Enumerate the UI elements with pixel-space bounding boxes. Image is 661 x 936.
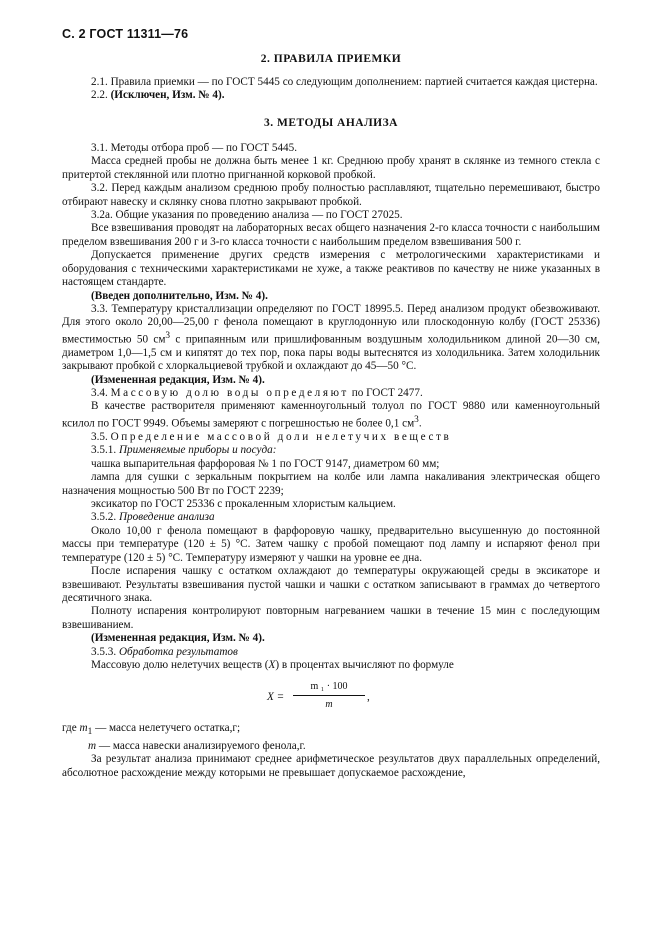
paragraph-3-1-mass: Масса средней пробы не должна быть менее 1 кг. Среднюю пробу хранят в склянке из темного стекла с притертой стеклянной или плотно пригнанной корковой пробкой. [62, 155, 600, 181]
section-3-title: 3. МЕТОДЫ АНАЛИЗА [264, 116, 398, 129]
paragraph-3-5 [62, 431, 600, 444]
legend-m1-sub: 1 [87, 727, 93, 738]
paragraph-3-5-2-heading: Проведение анализа [118, 511, 215, 524]
legend-m1-var: m [79, 722, 88, 735]
legend-m1 [62, 722, 600, 740]
legend-m1-text: — масса нелетучего остатка,г; [92, 722, 241, 735]
equipment-item-3: эксикатор по ГОСТ 25336 с прокаленным хлористым кальцием. [91, 498, 396, 511]
paragraph-3-5-2 [62, 511, 600, 524]
paragraph-3-5-spaced: Определение массовой доли нелетучих веществ [110, 431, 452, 444]
paragraph-3-4-solvent-end: . [418, 417, 422, 430]
paragraph-3-5-2-control: Полноту испарения контролируют повторным нагреванием чашки в течение 15 мин с последующим взвешиванием. [62, 605, 600, 631]
paragraph-2-2-note: (Исключен, Изм. № 4). [110, 89, 225, 102]
paragraph-3-2a: 3.2а. Общие указания по проведению анализа — по ГОСТ 27025. [91, 209, 403, 222]
paragraph-3-5-3 [62, 646, 600, 659]
legend-where: где [62, 722, 80, 735]
note-changed-2: (Измененная редакция, Изм. № 4). [91, 632, 265, 645]
page-header: С. 2 ГОСТ 11311—76 [62, 27, 189, 41]
paragraph-3-5-2-number: 3.5.2. [91, 511, 117, 524]
formula [62, 678, 600, 718]
section-2-title: 2. ПРАВИЛА ПРИЕМКИ [260, 53, 402, 66]
legend-m [62, 740, 600, 753]
paragraph-2-2 [62, 89, 600, 102]
formula-fraction [293, 680, 365, 711]
paragraph-3-5-1-heading: Применяемые приборы и посуда: [118, 444, 277, 457]
formula-lhs: X = [267, 691, 285, 704]
paragraph-3-2: 3.2. Перед каждым анализом среднюю пробу полностью расплавляют, тщательно перемешивают, быстро отбирают навеску и склянку снова плотно закрывают пробкой. [62, 182, 600, 208]
equipment-item-2: лампа для сушки с зеркальным покрытием на колбе или лампа накаливания электрическая общего назначения мощностью 500 Вт по ГОСТ 2239; [62, 471, 600, 497]
paragraph-3-5-1 [62, 444, 600, 457]
paragraph-3-5-2-procedure: Около 10,00 г фенола помещают в фарфоровую чашку, предварительно высушенную до постоянной массы при температуре (120 ± 5) °С. Затем чашку с пробой помещают под лампу и испаряют фенол при температуре (120 ± 5) °С. Температуру измеряют у чашки на уровне ее дна. [62, 524, 600, 564]
paragraph-3-4-spaced: Массовую долю воды определяют [110, 387, 349, 400]
formula-intro-var: X [268, 658, 276, 671]
document-page [62, 28, 600, 780]
paragraph-3-5-2-weighing: После испарения чашку с остатком охлаждают до температуры окружающей среды в эксикаторе и взвешивают. Результаты взвешивания пустой чашки и чашки с остатком записывают в граммах до четвертого десятичного знака. [62, 565, 600, 604]
paragraph-3-5-3-formula-intro [62, 659, 600, 672]
paragraph-3-5-1-number: 3.5.1. [91, 444, 117, 457]
paragraph-3-3-text-a: 3.3. Температуру кристаллизации определяют по ГОСТ 18995.5. Перед анализом продукт обезвоживают. Для этого около 20,00—25,00 г фенола помещают в круглодонную или плоскодонную колбу (ГОСТ 25336) вместимостью 50 см [62, 302, 600, 346]
paragraph-3-5-3-heading: Обработка результатов [118, 645, 238, 658]
paragraph-3-4 [62, 387, 600, 400]
paragraph-2-1: 2.1. Правила приемки — по ГОСТ 5445 со следующим дополнением: партией считается каждая цистерна. [91, 75, 598, 88]
paragraph-final: За результат анализа принимают среднее арифметическое результатов двух параллельных определений, абсолютное расхождение между которыми не превышает допускаемое расхождение, [62, 753, 600, 779]
equipment-item-1: чашка выпарительная фарфоровая № 1 по ГОСТ 9147, диаметром 60 мм; [91, 457, 440, 470]
paragraph-3-5-3-number: 3.5.3. [91, 645, 117, 658]
formula-fraction-bar [293, 695, 365, 696]
formula-denominator: m [325, 699, 333, 711]
formula-comma: , [367, 691, 370, 704]
paragraph-3-3-text-b: с припаянным или пришлифованным воздушным холодильником длиной 20—30 см, диаметром 1,0—1,5 см и кипятят до тех пор, пока пары воды вытеснятся из холодильника. Затем холодильник закрывают пробкой с хлоркальциевой трубкой и охлаждают до 45—50 °С. [62, 333, 600, 373]
formula-numerator: m ₁ · 100 [310, 681, 348, 693]
superscript-3b: 3 [414, 414, 419, 425]
legend-m-text: — масса навески анализируемого фенола,г. [96, 739, 306, 752]
paragraph-3-3 [62, 303, 600, 374]
superscript-3: 3 [165, 330, 171, 341]
paragraph-3-4-solvent-text: В качестве растворителя применяют каменноугольный толуол по ГОСТ 9880 или каменноугольный ксилол по ГОСТ 9949. Объемы замеряют с погрешностью не более 0,1 см [62, 400, 600, 430]
paragraph-3-4-number: 3.4. [91, 387, 108, 400]
paragraph-3-4-solvent [62, 400, 600, 431]
paragraph-3-4-tail: по ГОСТ 2477. [348, 387, 423, 400]
paragraph-3-2a-allowed: Допускается применение других средств измерения с метрологическими характеристиками и оборудования с техническими характеристиками не хуже, а также реактивов по качеству не ниже указанных в настоящем стандарте. [62, 249, 600, 289]
note-introduced: (Введен дополнительно, Изм. № 4). [91, 289, 268, 302]
note-changed-1: (Измененная редакция, Изм. № 4). [91, 373, 265, 386]
paragraph-2-2-number: 2.2. [91, 89, 108, 102]
paragraph-3-1: 3.1. Методы отбора проб — по ГОСТ 5445. [91, 142, 298, 155]
formula-intro-b: ) в процентах вычисляют по формуле [275, 658, 454, 671]
paragraph-3-5-number: 3.5. [91, 431, 108, 444]
formula-intro-a: Массовую долю нелетучих веществ ( [91, 658, 269, 671]
paragraph-3-2a-weighing: Все взвешивания проводят на лабораторных весах общего назначения 2-го класса точности с наибольшим пределом взвешивания 200 г и 3-го класса точности с наибольшим пределом взвешивания 500 г. [62, 222, 600, 248]
legend-m-var: m [88, 739, 97, 752]
